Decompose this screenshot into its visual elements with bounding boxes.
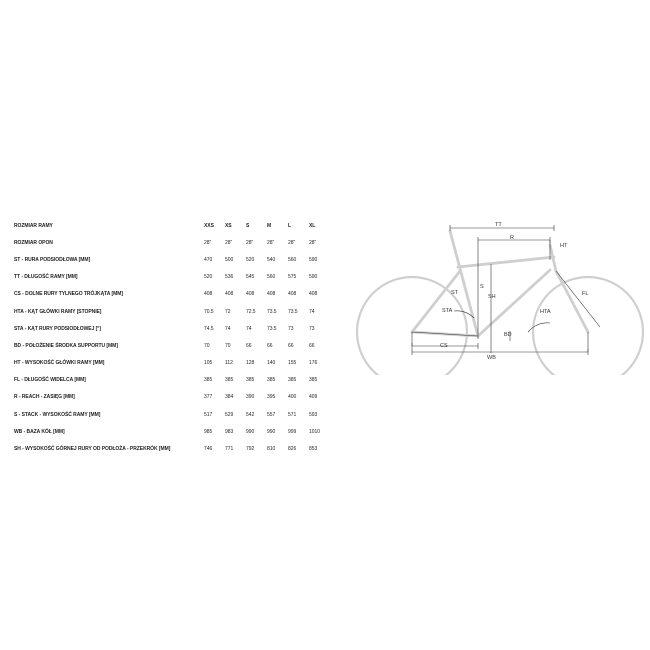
label-sh: SH	[488, 294, 496, 300]
table-cell: 28"	[309, 239, 317, 246]
table-cell: 571	[288, 411, 297, 418]
row-label: HTA - KĄT GŁÓWKI RAMY [STOPNIE]	[14, 308, 102, 315]
table-cell: 74	[309, 308, 315, 315]
table-cell: 385	[204, 377, 213, 384]
label-fl: FL	[582, 291, 589, 297]
table-cell: 983	[225, 428, 234, 435]
table-row	[14, 269, 330, 286]
size-header: L	[288, 222, 292, 229]
table-cell: 74	[246, 325, 252, 332]
table-cell: 999	[288, 428, 297, 435]
label-st: ST	[451, 290, 459, 296]
table-cell: 792	[246, 446, 255, 453]
table-cell: 408	[288, 291, 297, 298]
table-cell: 810	[267, 446, 276, 453]
table-cell: 536	[225, 274, 234, 281]
table-cell: 72	[225, 308, 231, 315]
table-cell: 560	[288, 256, 297, 263]
table-cell: 28"	[204, 239, 212, 246]
table-cell: 1010	[309, 428, 320, 435]
table-cell: 590	[309, 256, 318, 263]
header-label: ROZMIAR RAMY	[14, 222, 53, 229]
size-header: XS	[225, 222, 232, 229]
table-row	[14, 234, 330, 251]
table-cell: 73	[309, 325, 315, 332]
table-cell: 390	[246, 394, 255, 401]
table-cell: 112	[225, 360, 233, 367]
table-cell: 853	[309, 446, 318, 453]
table-row	[14, 251, 330, 268]
label-tt: TT	[495, 222, 502, 228]
table-cell: 540	[267, 256, 276, 263]
row-label: TT - DŁUGOŚĆ RAMY [MM]	[14, 274, 78, 281]
table-cell: 590	[309, 274, 318, 281]
table-cell: 385	[246, 377, 255, 384]
table-cell: 557	[267, 411, 276, 418]
table-cell: 28"	[267, 239, 275, 246]
geometry-table	[14, 217, 330, 458]
table-cell: 542	[246, 411, 255, 418]
table-cell: 408	[309, 291, 318, 298]
table-cell: 74.5	[204, 325, 214, 332]
table-row	[14, 389, 330, 406]
table-cell: 28"	[225, 239, 233, 246]
table-cell: 408	[267, 291, 276, 298]
table-row	[14, 372, 330, 389]
row-label: S - STACK - WYSOKOŚĆ RAMY [MM]	[14, 411, 101, 418]
table-header-row	[14, 217, 330, 234]
table-cell: 73.5	[288, 308, 298, 315]
row-label: R - REACH - ZASIĘG [MM]	[14, 394, 75, 401]
table-cell: 70	[204, 342, 210, 349]
table-cell: 560	[267, 274, 276, 281]
table-cell: 520	[246, 256, 255, 263]
table-row	[14, 320, 330, 337]
label-r: R	[510, 235, 514, 241]
label-sta: STA	[442, 308, 453, 314]
label-s: S	[480, 284, 484, 290]
table-cell: 395	[267, 394, 276, 401]
table-cell: 70.5	[204, 308, 214, 315]
table-cell: 826	[288, 446, 297, 453]
table-cell: 73	[288, 325, 294, 332]
table-cell: 408	[225, 291, 234, 298]
row-label: ST - RURA PODSIODŁOWA [MM]	[14, 256, 91, 263]
table-cell: 66	[246, 342, 252, 349]
table-cell: 990	[267, 428, 276, 435]
table-cell: 385	[309, 377, 318, 384]
row-label: WB - BAZA KÓŁ [MM]	[14, 428, 65, 435]
table-cell: 384	[225, 394, 234, 401]
label-hta: HTA	[540, 309, 551, 315]
table-cell: 73.5	[267, 325, 277, 332]
table-cell: 517	[204, 411, 213, 418]
table-cell: 128	[246, 360, 255, 367]
size-header: S	[246, 222, 250, 229]
row-label: BD - POŁOŻENIE ŚRODKA SUPPORTU [MM]	[14, 342, 118, 349]
table-cell: 385	[288, 377, 297, 384]
table-cell: 72.5	[246, 308, 256, 315]
table-cell: 771	[225, 446, 234, 453]
label-ht: HT	[560, 243, 568, 249]
geometry-table-body	[14, 217, 330, 458]
table-cell: 70	[225, 342, 231, 349]
table-cell: 409	[309, 394, 318, 401]
table-cell: 28"	[288, 239, 296, 246]
table-cell: 593	[309, 411, 318, 418]
table-row	[14, 440, 330, 457]
row-label: FL - DŁUGOŚĆ WIDELCA [MM]	[14, 377, 86, 384]
row-label: HT - WYSOKOŚĆ GŁÓWKI RAMY [MM]	[14, 360, 105, 367]
row-label: CS - DOLNE RURY TYLNEGO TRÓJKĄTA [MM]	[14, 291, 123, 298]
size-header: M	[267, 222, 272, 229]
table-cell: 985	[204, 428, 213, 435]
table-row	[14, 303, 330, 320]
table-cell: 385	[267, 377, 276, 384]
size-header: XXS	[204, 222, 214, 229]
label-wb: WB	[487, 355, 496, 361]
table-row	[14, 355, 330, 372]
table-cell: 105	[204, 360, 213, 367]
label-bd: BD	[504, 332, 512, 338]
table-cell: 520	[204, 274, 213, 281]
table-cell: 575	[288, 274, 297, 281]
table-cell: 66	[309, 342, 315, 349]
table-cell: 74	[225, 325, 231, 332]
table-row	[14, 423, 330, 440]
table-cell: 400	[288, 394, 297, 401]
table-cell: 545	[246, 274, 255, 281]
row-label: STA - KĄT RURY PODSIODŁOWEJ [°]	[14, 325, 101, 332]
table-cell: 408	[246, 291, 255, 298]
table-row	[14, 406, 330, 423]
table-cell: 500	[225, 256, 234, 263]
bike-geometry-diagram	[350, 215, 650, 375]
table-cell: 377	[204, 394, 213, 401]
table-cell: 408	[204, 291, 213, 298]
table-cell: 990	[246, 428, 255, 435]
table-cell: 140	[267, 360, 276, 367]
table-cell: 746	[204, 446, 213, 453]
size-header: XL	[309, 222, 316, 229]
table-cell: 28"	[246, 239, 254, 246]
table-cell: 155	[288, 360, 297, 367]
table-row	[14, 337, 330, 354]
table-cell: 385	[225, 377, 234, 384]
table-row	[14, 286, 330, 303]
table-cell: 66	[267, 342, 273, 349]
table-cell: 176	[309, 360, 318, 367]
table-cell: 66	[288, 342, 294, 349]
row-label: SH - WYSOKOŚĆ GÓRNEJ RURY OD PODŁOŻA - PRZEKRÓK [MM]	[14, 446, 171, 453]
table-cell: 529	[225, 411, 234, 418]
label-cs: CS	[440, 343, 448, 349]
row-label: ROZMIAR OPON	[14, 239, 53, 246]
table-cell: 470	[204, 256, 213, 263]
table-cell: 73.5	[267, 308, 277, 315]
